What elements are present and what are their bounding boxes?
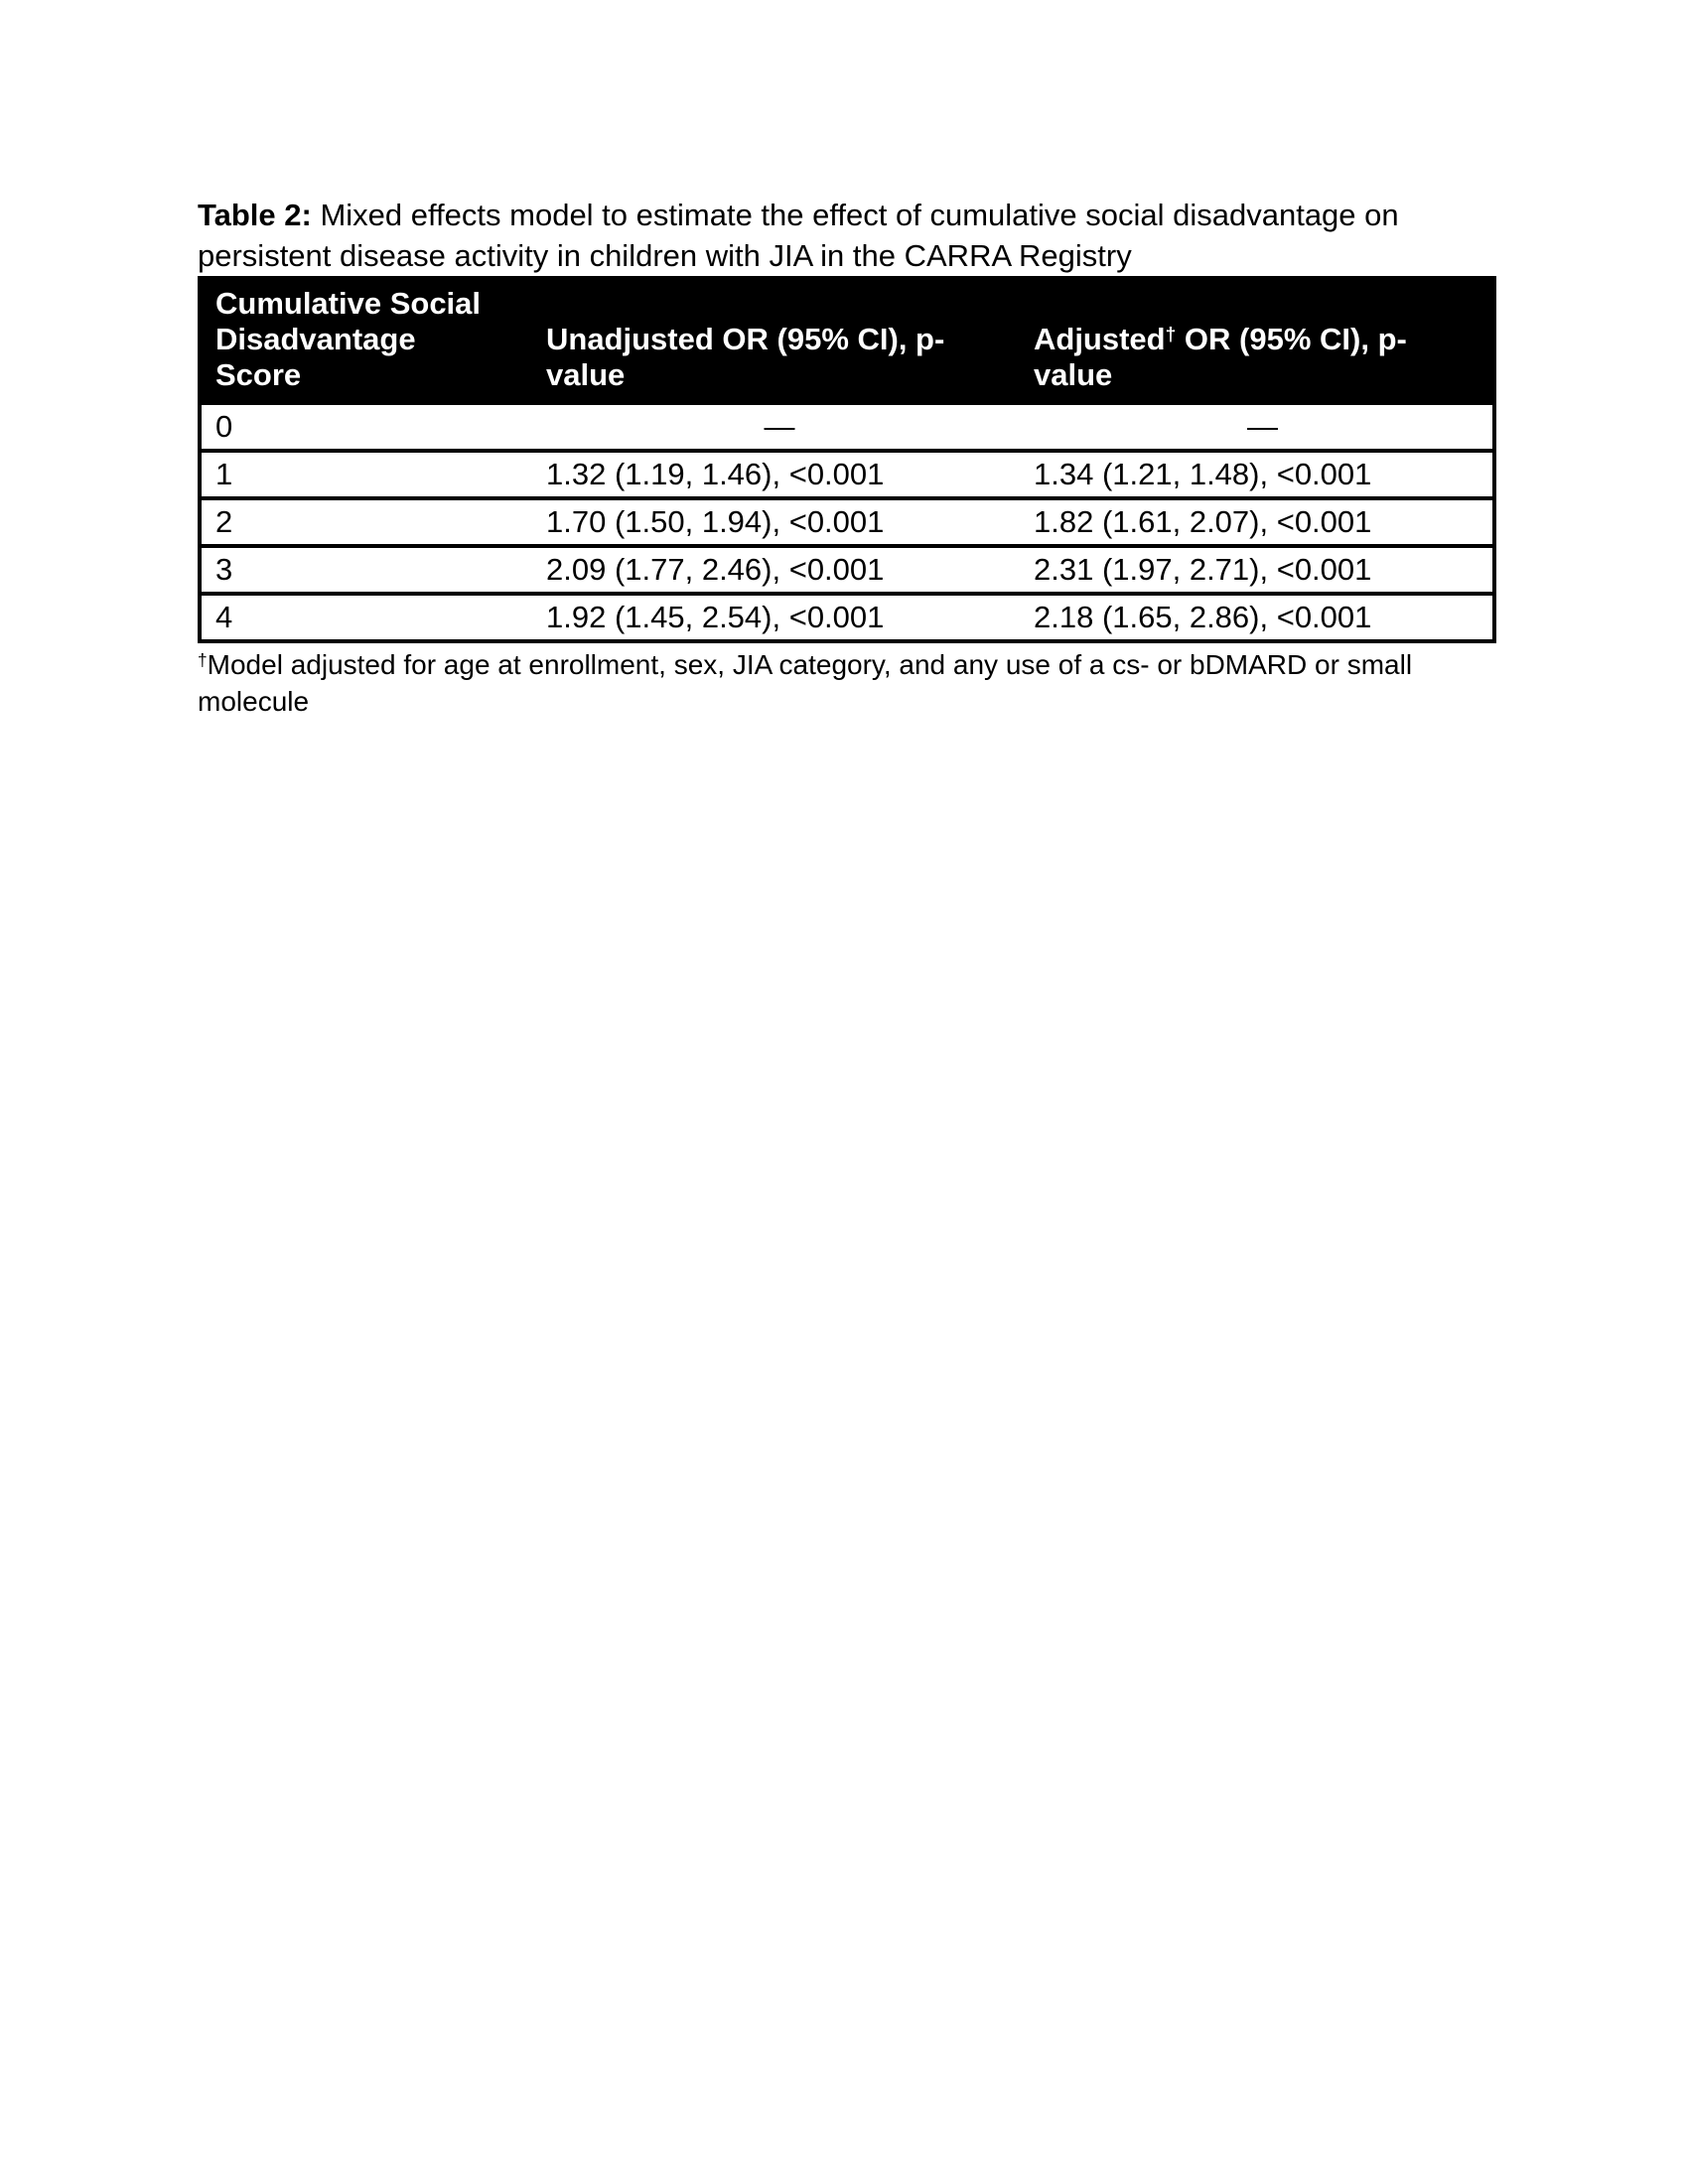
score-cell: 0: [200, 403, 519, 451]
dagger-superscript: †: [1165, 325, 1177, 346]
table-row: [200, 594, 1494, 641]
unadjusted-or-cell: 1.32 (1.19, 1.46), <0.001: [519, 451, 1014, 498]
adjusted-or-cell: 2.18 (1.65, 2.86), <0.001: [1014, 594, 1494, 641]
col-header-score: Cumulative Social Disadvantage Score: [200, 278, 519, 403]
table-row: [200, 403, 1494, 451]
score-cell: 1: [200, 451, 519, 498]
table-row: [200, 451, 1494, 498]
adjusted-label-suffix: OR (95% CI), p-value: [1034, 322, 1407, 392]
results-table: [198, 276, 1496, 643]
score-cell: 3: [200, 546, 519, 594]
manuscript-sheet: [198, 195, 1498, 720]
footnote-text: Model adjusted for age at enrollment, sex, JIA category, and any use of a cs- or bDMARD or small molecule: [198, 649, 1413, 717]
adjusted-label: Adjusted: [1034, 322, 1166, 356]
unadjusted-or-cell: 1.70 (1.50, 1.94), <0.001: [519, 498, 1014, 546]
header-row: [200, 278, 1494, 403]
table-footnote: [198, 646, 1488, 720]
col-header-adjusted: [1014, 278, 1494, 403]
adjusted-or-cell: —: [1014, 403, 1494, 451]
table-title: [198, 195, 1459, 276]
score-cell: 4: [200, 594, 519, 641]
table-title-text: Mixed effects model to estimate the effect of cumulative social disadvantage on persistent disease activity in children with JIA in the CARRA Registry: [198, 198, 1399, 273]
col-header-unadjusted: Unadjusted OR (95% CI), p-value: [519, 278, 1014, 403]
adjusted-or-cell: 1.34 (1.21, 1.48), <0.001: [1014, 451, 1494, 498]
adjusted-or-cell: 1.82 (1.61, 2.07), <0.001: [1014, 498, 1494, 546]
unadjusted-or-cell: 1.92 (1.45, 2.54), <0.001: [519, 594, 1014, 641]
table-row: [200, 498, 1494, 546]
unadjusted-or-cell: —: [519, 403, 1014, 451]
score-cell: 2: [200, 498, 519, 546]
dagger-superscript: †: [198, 650, 208, 671]
table-row: [200, 546, 1494, 594]
adjusted-or-cell: 2.31 (1.97, 2.71), <0.001: [1014, 546, 1494, 594]
table-title-label: Table 2:: [198, 198, 312, 232]
unadjusted-or-cell: 2.09 (1.77, 2.46), <0.001: [519, 546, 1014, 594]
